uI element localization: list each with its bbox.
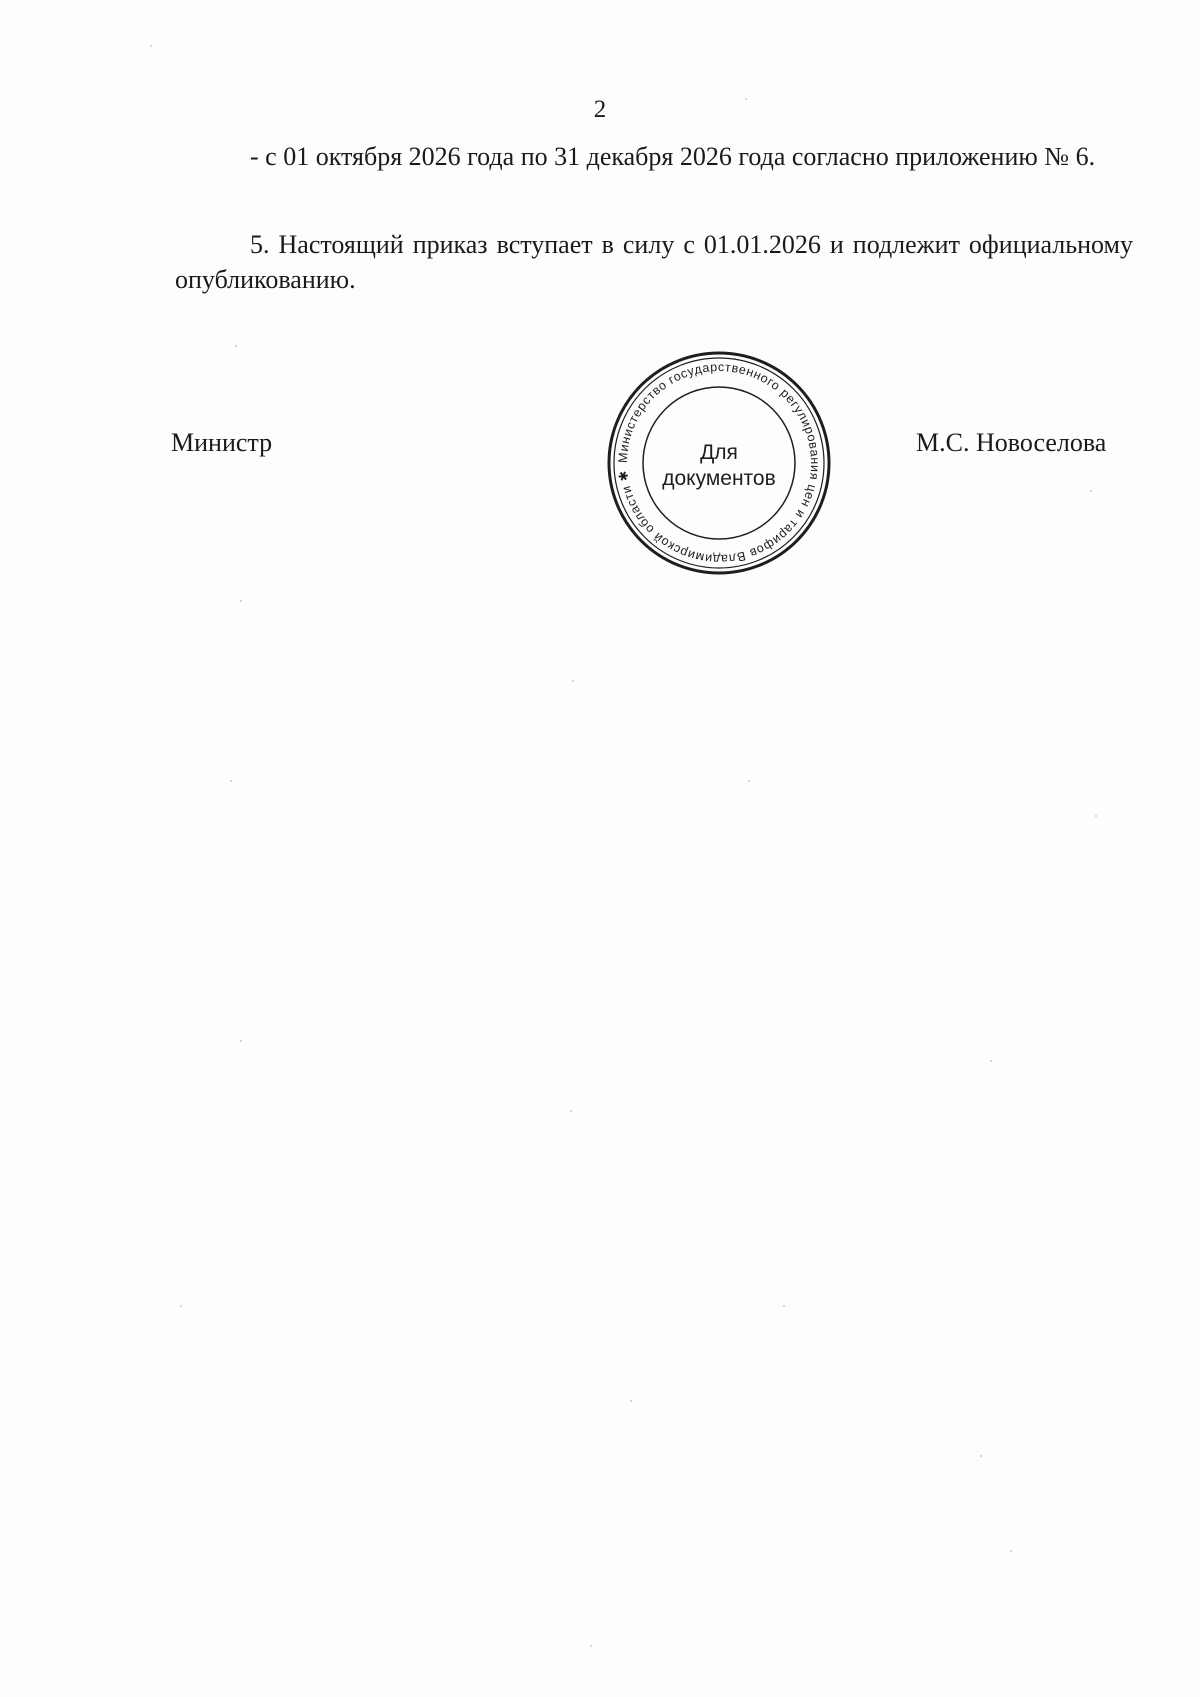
scan-speck <box>1095 815 1097 817</box>
seal-center-line-2: документов <box>662 467 776 490</box>
scan-speck <box>570 1110 572 1112</box>
paragraph-period-q4 <box>175 139 1133 174</box>
seal-center-line-1: Для <box>700 441 738 464</box>
paragraph-text: 5. Настоящий приказ вступает в силу с 01.01.2026 и подлежит официальному опубликованию. <box>175 230 1133 294</box>
scan-speck <box>180 1305 182 1307</box>
official-seal <box>603 347 835 579</box>
scan-speck <box>240 1040 242 1042</box>
seal-ring-textpath: Министерство государственного регулирования цен и тарифов Владимирской области ✱ <box>615 359 823 567</box>
scan-speck <box>630 1400 632 1402</box>
paragraph-effective-date <box>175 227 1133 297</box>
scan-speck <box>230 780 232 782</box>
scan-speck <box>748 780 750 782</box>
scan-speck <box>590 1645 592 1647</box>
scan-speck <box>235 345 237 347</box>
scan-speck <box>745 98 747 100</box>
scan-speck <box>980 1455 982 1457</box>
scan-speck <box>1090 490 1092 492</box>
signatory-name: М.С. Новоселова <box>916 428 1107 457</box>
scan-speck <box>1010 1550 1012 1552</box>
scan-speck <box>150 45 152 47</box>
page-number: 2 <box>593 96 607 123</box>
paragraph-text: - с 01 октября 2026 года по 31 декабря 2026 года согласно приложению № 6. <box>250 142 1096 171</box>
scan-speck <box>990 1060 992 1062</box>
scan-speck <box>240 600 242 602</box>
scan-speck <box>572 680 574 682</box>
seal-graphic <box>603 347 835 579</box>
scan-speck <box>783 1305 785 1307</box>
signatory-title: Министр <box>171 428 273 457</box>
